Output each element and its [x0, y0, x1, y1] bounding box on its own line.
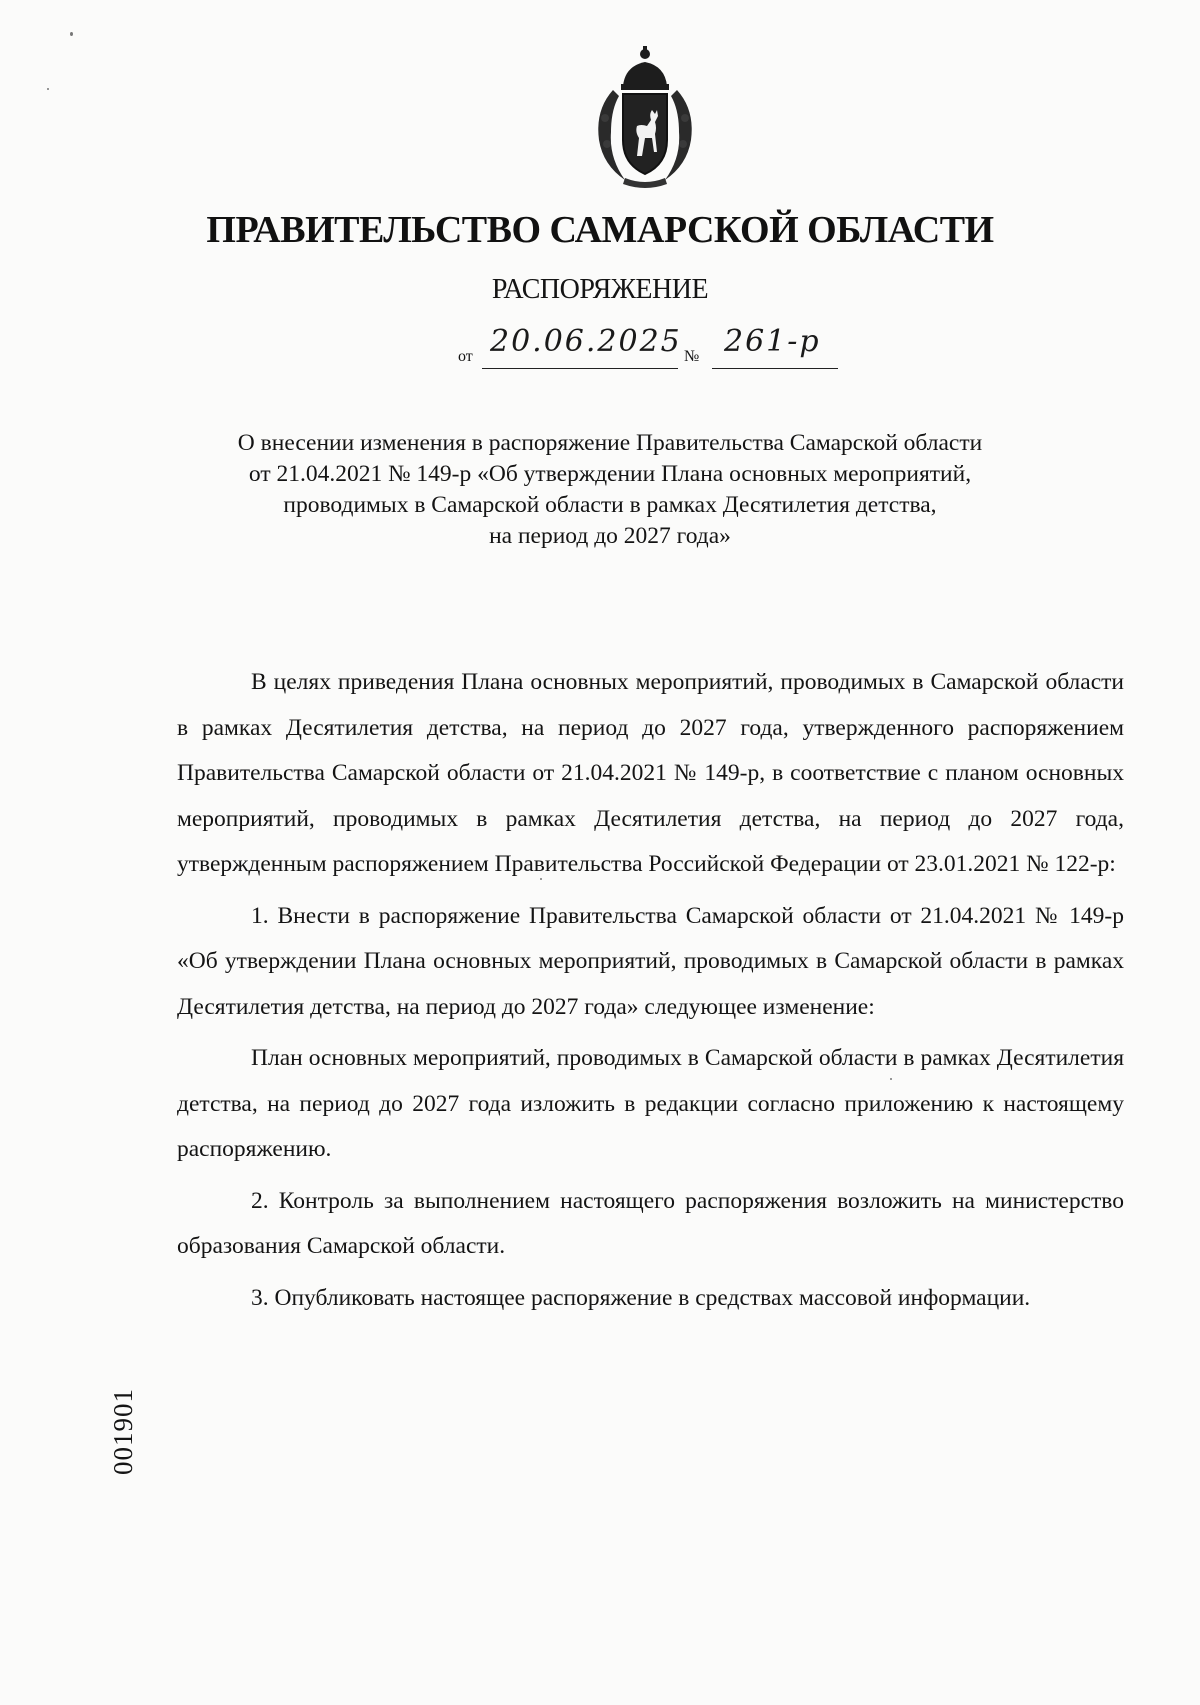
scan-speck: [70, 32, 73, 36]
scan-speck: [47, 88, 49, 90]
document-type: РАСПОРЯЖЕНИЕ: [491, 274, 709, 305]
preamble-paragraph: В целях приведения Плана основных мероприятий, проводимых в Самарской области в рамках Десятилетия детства, на период до 2027 года, утвержденного распоряжением Правительства Самарской области от 21.04.2021 № 149-р, в соответствие с планом основных мероприятий, проводимых в рамках Десятилетия детства, на период до 2027 года, утвержденным распоряжением Правительства Российской Федерации от 23.01.2021 № 122-р:: [177, 669, 1124, 877]
clause-1-amendment-paragraph: План основных мероприятий, проводимых в Самарской области в рамках Десятилетия детства, на период до 2027 года изложить в редакции согласно приложению к настоящему распоряжению.: [177, 1045, 1124, 1162]
date-underline: [482, 368, 678, 369]
samara-coat-of-arms-icon: [585, 40, 705, 190]
subject-line: на период до 2027 года»: [489, 523, 731, 549]
clause-3-paragraph: 3. Опубликовать настоящее распоряжение в средствах массовой информации.: [251, 1284, 1031, 1311]
subject-line: проводимых в Самарской области в рамках Десятилетия детства,: [283, 492, 937, 518]
number-underline: [712, 368, 838, 369]
document-body: [177, 660, 1124, 1327]
margin-serial-number: 001901: [108, 1388, 138, 1475]
clause-2-paragraph: 2. Контроль за выполнением настоящего распоряжения возложить на министерство образования Самарской области.: [177, 1187, 1124, 1259]
handwritten-number: 261-р: [724, 324, 821, 359]
subject-line: от 21.04.2021 № 149-р «Об утверждении Плана основных мероприятий,: [248, 461, 972, 487]
subject-line: О внесении изменения в распоряжение Правительства Самарской области: [237, 430, 983, 456]
number-prefix: №: [684, 348, 700, 365]
handwritten-date: 20.06.2025: [490, 324, 682, 359]
clause-1-paragraph: 1. Внести в распоряжение Правительства Самарской области от 21.04.2021 № 149-р «Об утверждении Плана основных мероприятий, проводимых в Самарской области в рамках Десятилетия детства, на период до 2027 года» следующее изменение:: [177, 902, 1124, 1020]
organization-title: ПРАВИТЕЛЬСТВО САМАРСКОЙ ОБЛАСТИ: [206, 209, 994, 251]
registration-line: [458, 324, 858, 374]
date-prefix: от: [458, 348, 473, 365]
document-subject: [190, 428, 1030, 552]
